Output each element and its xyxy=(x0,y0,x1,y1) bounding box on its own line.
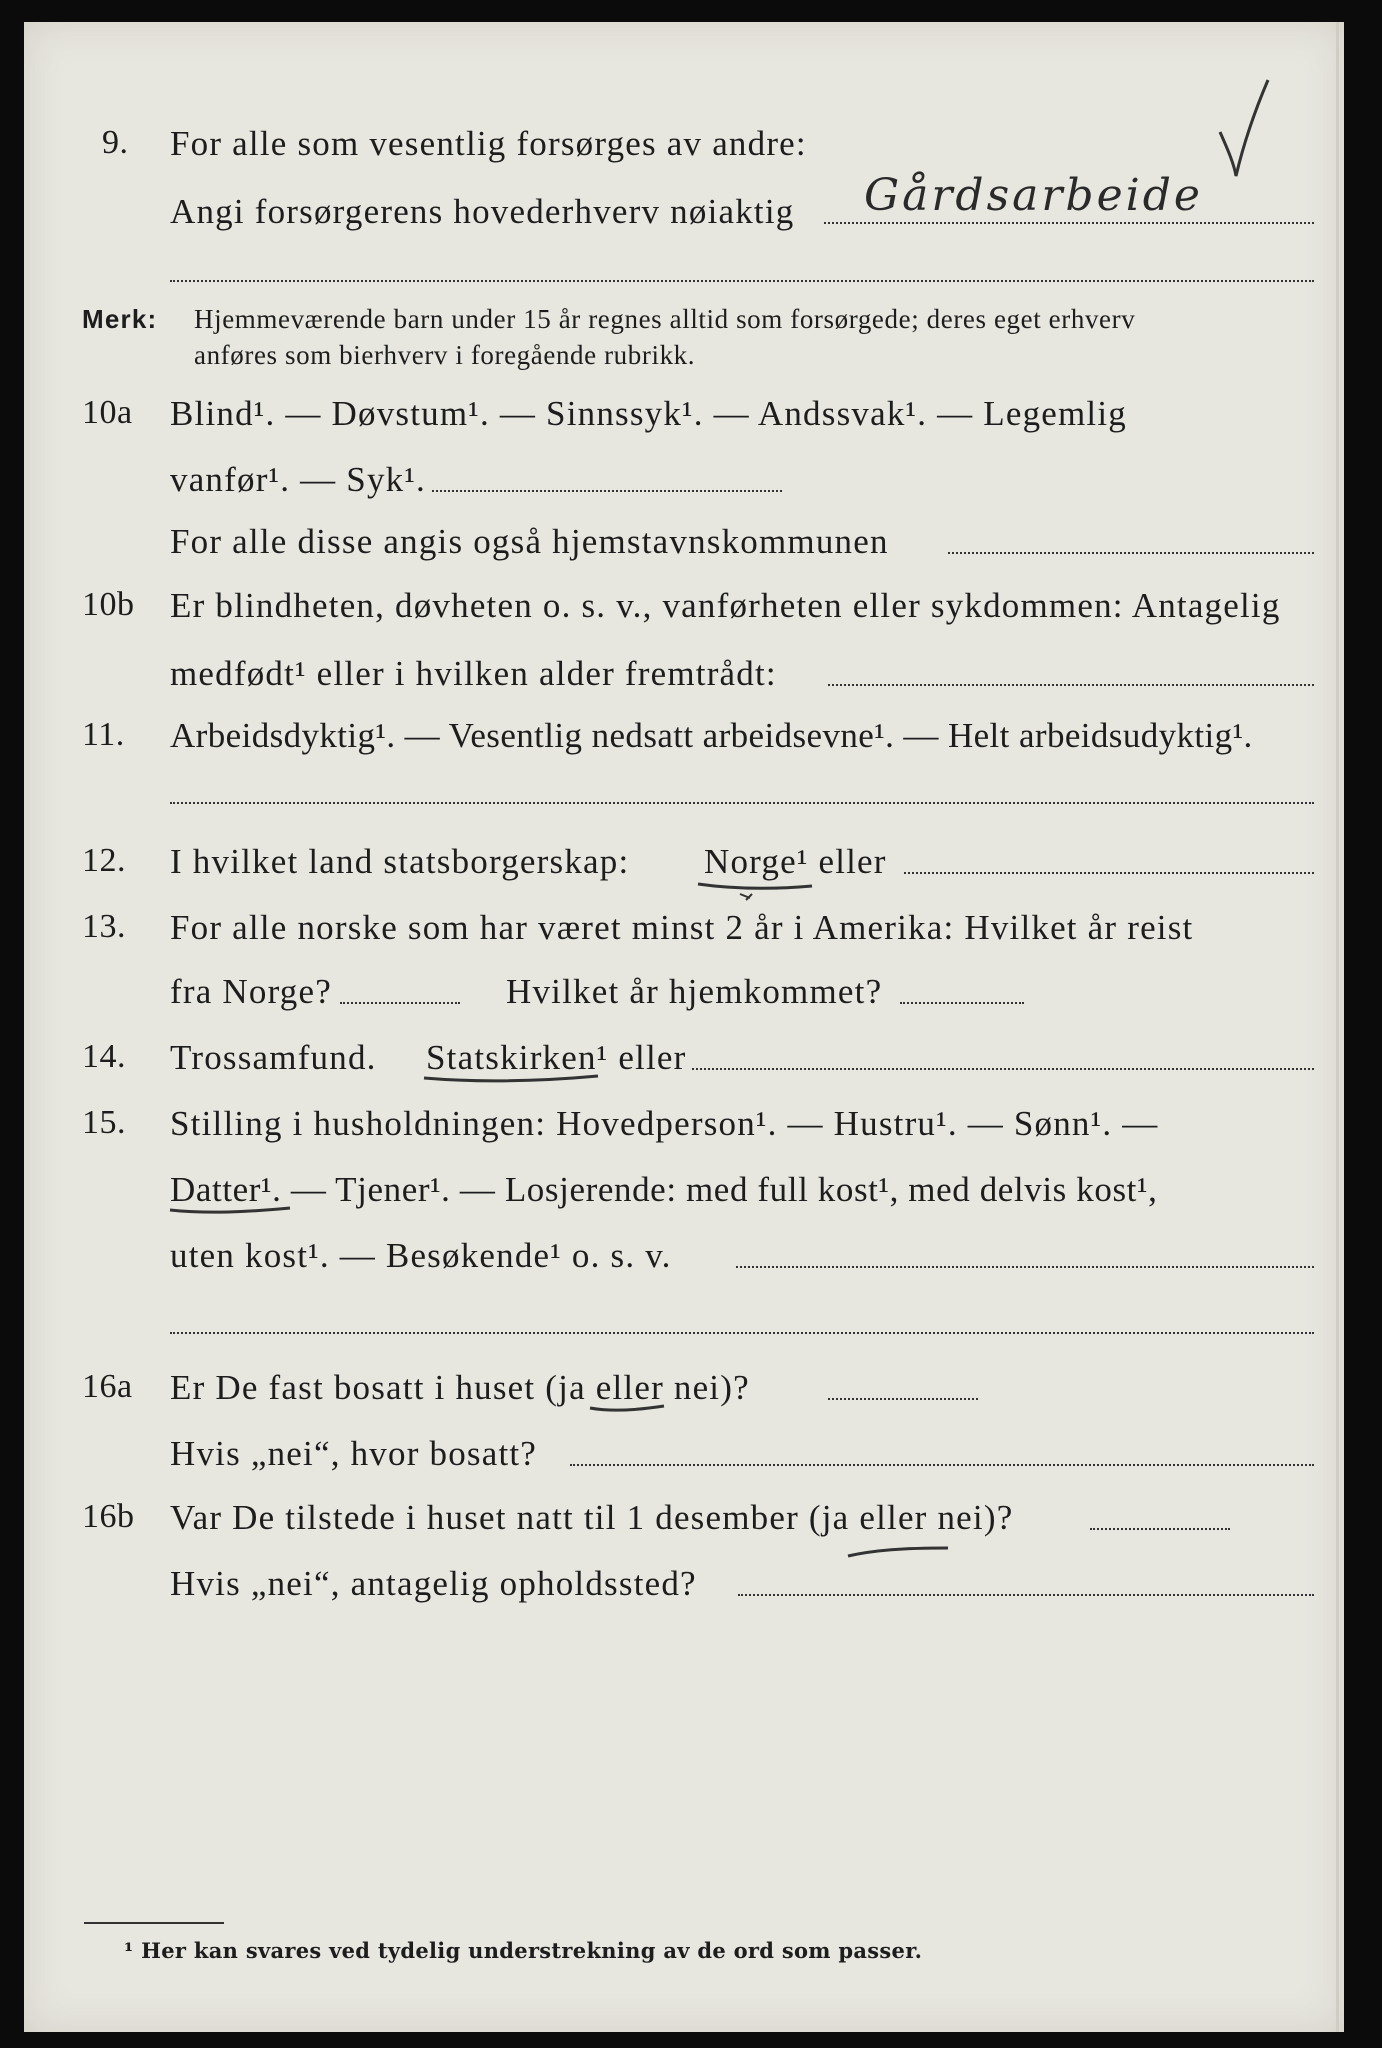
q16b-line1: Var De tilstede i huset natt til 1 desember (ja eller nei)? xyxy=(170,1498,1014,1537)
q15-extra-line xyxy=(170,1332,1314,1334)
q13-line2b: Hvilket år hjemkommet? xyxy=(506,972,883,1011)
q14-answer-line xyxy=(692,1068,1314,1070)
q12-number: 12. xyxy=(82,842,126,879)
q13-reist-line xyxy=(340,1002,460,1004)
q10a-line2: vanfør¹. — Syk¹. xyxy=(170,460,426,499)
q9-separator-line xyxy=(170,280,1314,282)
q14-line1b: Statskirken¹ eller xyxy=(426,1038,687,1077)
q16b-opholdssted-line xyxy=(738,1594,1314,1596)
q10b-answer-line xyxy=(828,684,1314,686)
q11-line1: Arbeidsdyktig¹. — Vesentlig nedsatt arbeidsevne¹. — Helt arbeidsudyktig¹. xyxy=(170,716,1253,755)
q10a-syk-line xyxy=(432,490,782,492)
merk-line1: Hjemmeværende barn under 15 år regnes alltid som forsørgede; deres eget erhverv xyxy=(194,304,1136,334)
datter-underline-handwritten xyxy=(168,1202,298,1222)
q16b-number: 16b xyxy=(82,1498,135,1535)
q9-line1: For alle som vesentlig forsørges av andre: xyxy=(170,124,807,163)
q10a-line1: Blind¹. — Døvstum¹. — Sinnssyk¹. — Andssvak¹. — Legemlig xyxy=(170,394,1127,433)
q15-line1: Stilling i husholdningen: Hovedperson¹. — Hustru¹. — Sønn¹. — xyxy=(170,1104,1159,1143)
q12-line1b: Norge¹ eller xyxy=(704,842,887,881)
q15-answer-line xyxy=(736,1266,1314,1268)
q9-answer-line xyxy=(824,222,1314,224)
q16a-number: 16a xyxy=(82,1368,133,1405)
q10a-number: 10a xyxy=(82,394,133,431)
q16a-answer-line xyxy=(828,1398,978,1400)
q15-line3: uten kost¹. — Besøkende¹ o. s. v. xyxy=(170,1236,672,1275)
q11-number: 11. xyxy=(82,716,125,753)
q10a-line3: For alle disse angis også hjemstavnskommunen xyxy=(170,522,889,561)
statskirken-underline-handwritten xyxy=(422,1070,602,1090)
census-form-page xyxy=(24,22,1344,2032)
ja-underline-handwritten xyxy=(588,1400,668,1420)
q16b-answer-line xyxy=(1090,1528,1230,1530)
q10b-line2: medfødt¹ eller i hvilken alder fremtrådt: xyxy=(170,654,777,693)
q13-hjemkommet-line xyxy=(900,1002,1024,1004)
merk-label: Merk: xyxy=(82,304,158,334)
q10a-kommune-line xyxy=(948,552,1314,554)
page-fold-edge xyxy=(1336,22,1339,2032)
q10b-line1: Er blindheten, døvheten o. s. v., vanførheten eller sykdommen: Antagelig xyxy=(170,586,1281,625)
check-mark-handwritten xyxy=(1214,72,1274,192)
q13-line1: For alle norske som har været minst 2 år i Amerika: Hvilket år reist xyxy=(170,908,1194,947)
merk-line2: anføres som bierhverv i foregående rubrikk. xyxy=(194,340,696,370)
q10b-number: 10b xyxy=(82,586,135,623)
q14-line1a: Trossamfund. xyxy=(170,1038,377,1077)
footnote-rule xyxy=(84,1922,224,1924)
q13-line2a: fra Norge? xyxy=(170,972,332,1011)
q14-number: 14. xyxy=(82,1038,126,1075)
q16a-line2: Hvis „nei“, hvor bosatt? xyxy=(170,1434,538,1473)
q9-handwritten-answer: Gårdsarbeide xyxy=(864,170,1203,221)
q12-line1a: I hvilket land statsborgerskap: xyxy=(170,842,630,881)
q16b-handwritten-dash xyxy=(844,1540,954,1564)
q16b-line2: Hvis „nei“, antagelig opholdssted? xyxy=(170,1564,697,1603)
q11-answer-line xyxy=(170,802,1314,804)
footnote-text: ¹ Her kan svares ved tydelig understrekning av de ord som passer. xyxy=(124,1938,923,1963)
q15-line2: Datter¹. — Tjener¹. — Losjerende: med full kost¹, med delvis kost¹, xyxy=(170,1170,1158,1209)
norge-underline-handwritten xyxy=(696,874,816,904)
q16a-bosatt-line xyxy=(570,1464,1314,1466)
q15-number: 15. xyxy=(82,1104,126,1141)
q16a-line1: Er De fast bosatt i huset (ja eller nei)? xyxy=(170,1368,750,1407)
q12-answer-line xyxy=(904,872,1314,874)
q13-number: 13. xyxy=(82,908,126,945)
q9-line2: Angi forsørgerens hovederhverv nøiaktig xyxy=(170,192,795,231)
q9-number: 9. xyxy=(102,124,129,161)
